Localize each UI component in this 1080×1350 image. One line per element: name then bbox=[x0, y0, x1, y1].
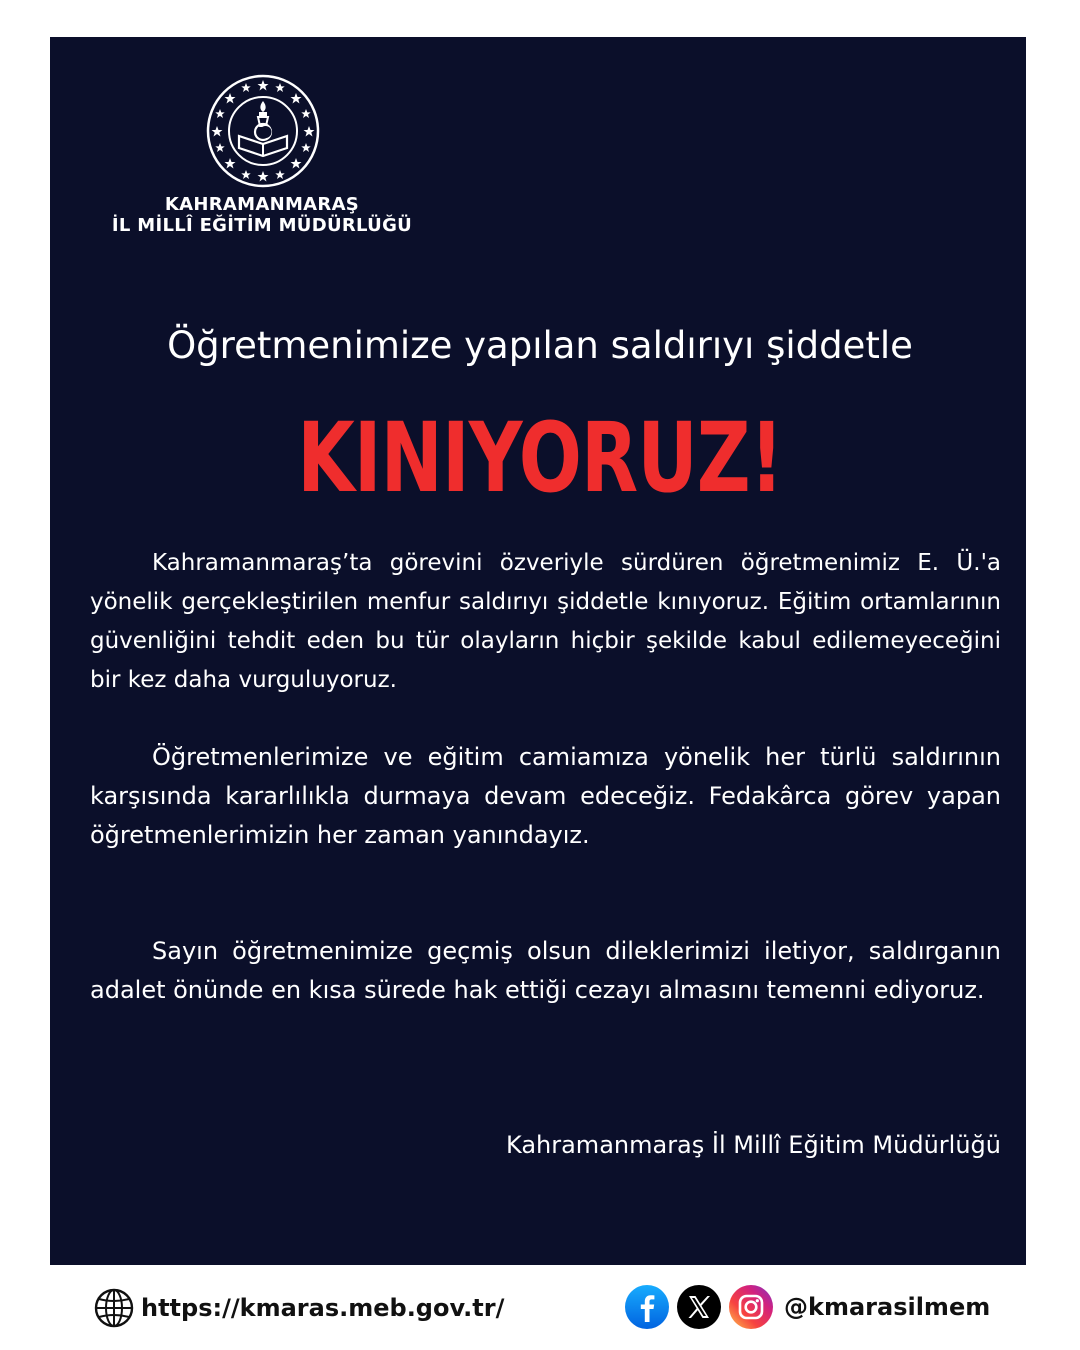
statement-signature: Kahramanmaraş İl Millî Eğitim Müdürlüğü bbox=[506, 1131, 1001, 1159]
globe-icon bbox=[93, 1287, 135, 1329]
website-url[interactable]: https://kmaras.meb.gov.tr/ bbox=[141, 1294, 505, 1322]
organization-name-line2: İL MİLLÎ EĞİTİM MÜDÜRLÜĞÜ bbox=[111, 215, 413, 236]
social-links bbox=[624, 1282, 990, 1332]
social-handle[interactable]: @kmarasilmem bbox=[784, 1293, 991, 1321]
x-icon[interactable] bbox=[676, 1284, 722, 1330]
statement-paragraph-2: Öğretmenlerimize ve eğitim camiamıza yönelik her türlü saldırının karşısında kararlılıkla durmaya devam edeceğiz. Fedakârca görev yapan öğretmenlerimizin her zaman yanındayız. bbox=[90, 743, 1001, 849]
meb-emblem-icon bbox=[206, 74, 320, 188]
statement-headline: Öğretmenimize yapılan saldırıyı şiddetle bbox=[167, 324, 913, 367]
website-link[interactable] bbox=[93, 1286, 504, 1330]
instagram-icon[interactable] bbox=[728, 1284, 774, 1330]
organization-name bbox=[90, 194, 434, 236]
statement-paragraph-1: Kahramanmaraş’ta görevini özveriyle sürdüren öğretmenimiz E. Ü.'a yönelik gerçekleştirilen menfur saldırıyı şiddetle kınıyoruz. Eğitim ortamlarının güvenliğini tehdit eden bu tür olayların hiçbir şekilde kabul edilemeyeceğini bir kez daha vurguluyoruz. bbox=[90, 550, 1001, 693]
organization-name-line1: KAHRAMANMARAŞ bbox=[164, 194, 360, 215]
facebook-icon[interactable] bbox=[624, 1284, 670, 1330]
statement-paragraph-3: Sayın öğretmenimize geçmiş olsun dileklerimizi iletiyor, saldırganın adalet önünde en kısa sürede hak ettiği cezayı almasını temenni ediyoruz. bbox=[90, 937, 1001, 1004]
statement-emphasis: KINIYORUZ! bbox=[297, 402, 783, 514]
